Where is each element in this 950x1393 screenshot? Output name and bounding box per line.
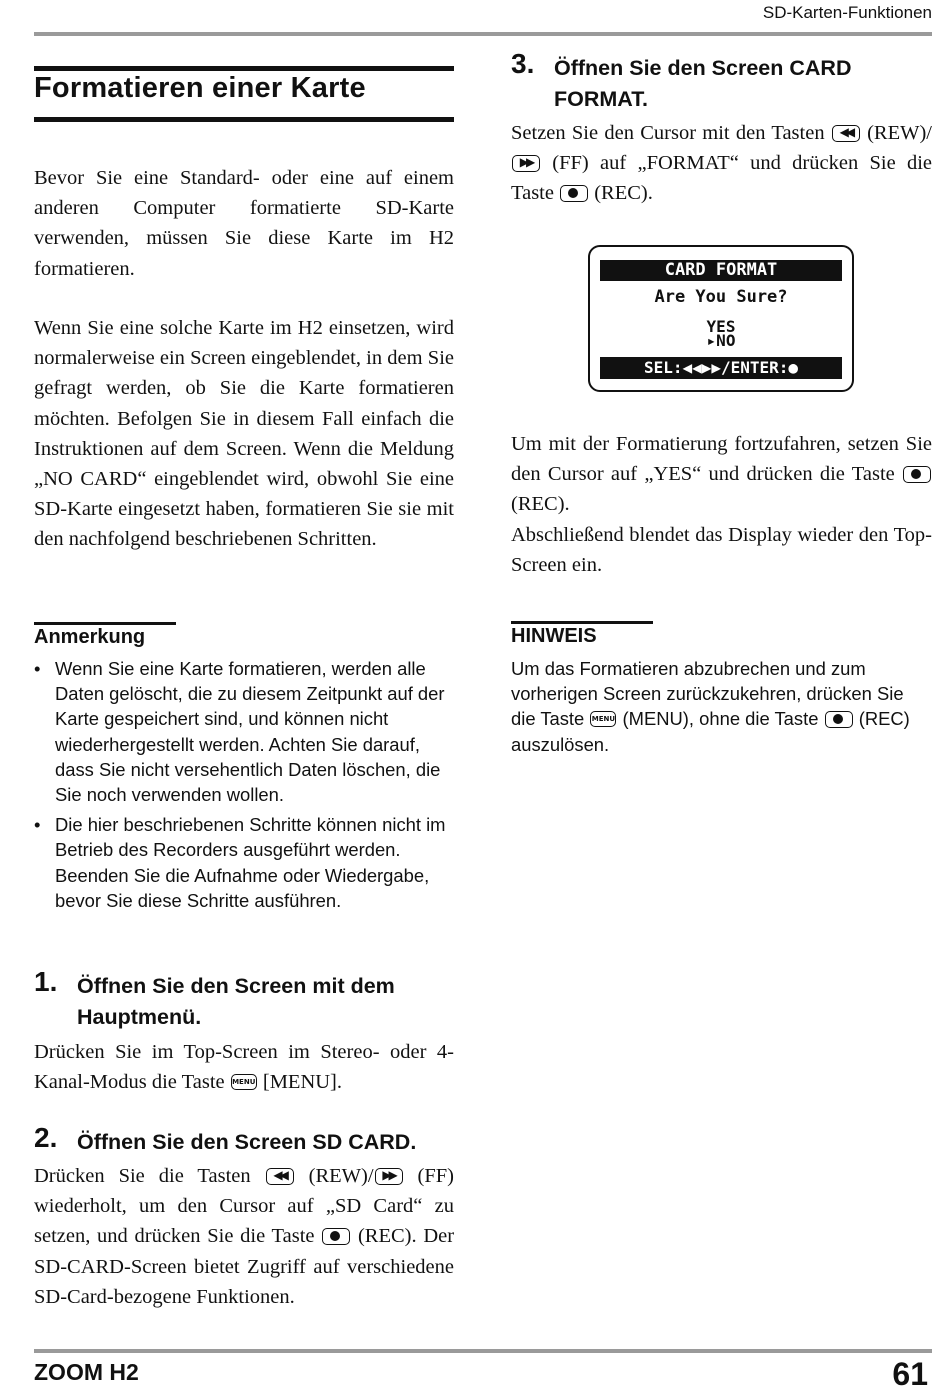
step-3-title: Öffnen Sie den Screen CARD FORMAT. [554,56,852,111]
rec-key-icon [825,711,853,728]
note-rule [34,622,176,625]
menu-glyph: MENU [232,1078,256,1087]
step-1-text-b: [MENU]. [262,1071,343,1094]
hint-rule [511,621,653,624]
step-1-text-a: Drücken Sie im Top-Screen im Stereo- oder 4-Kanal-Modus die Taste [34,1041,454,1094]
ff-glyph: ▶▶ [519,155,533,170]
footer-model: ZOOM H2 [34,1359,139,1385]
intro-paragraph-1: Bevor Sie eine Standard- oder eine auf einem anderen Computer formatierte SD-Karte verwenden, müssen Sie diese Karte im H2 formatieren. [34,167,454,280]
step-2-text-a: Drücken Sie die Tasten [34,1165,251,1187]
hint-heading: HINWEIS [511,625,597,647]
bullet: • [34,658,41,679]
hint-text [511,656,932,757]
step-3-number: 3. [511,48,535,79]
step-3-text-d: (REC). [594,182,653,205]
note-item-text: Die hier beschriebenen Schritte können nicht im Betrieb des Recorders ausgeführt werden. Beenden Sie die Aufnahme oder Wiedergabe, bevor Sie diese Schritte ausführen. [55,814,446,911]
page-number: 61 [892,1356,928,1392]
step-2-title: Öffnen Sie den Screen SD CARD. [77,1130,417,1154]
ff-glyph: ▶▶ [382,1168,395,1182]
step-2-text-e: Der SD-CARD-Screen bietet Zugriff auf verschiedene SD-Card-bezogene Funktionen. [34,1225,455,1308]
lcd-display [588,245,854,392]
step-3-text-b: (REW)/ [867,122,933,144]
rew-key-icon [832,125,860,142]
menu-key-icon [231,1074,257,1090]
lcd-title: CARD FORMAT [600,260,842,281]
note-list [34,656,454,918]
step-1-title: Öffnen Sie den Screen mit dem Hauptmenü. [77,974,395,1029]
step-2-text-b: (REW)/ [308,1165,374,1187]
menu-key-icon [590,711,616,727]
running-header: SD-Karten-Funktionen [762,3,932,22]
intro-paragraph-2: Wenn Sie eine solche Karte im H2 einsetzen, wird normalerweise ein Screen eingeblendet, in dem Sie gefragt werden, ob Sie die Karte formatieren möchten. Befolgen Sie in diesem Fall einfach die Instruktionen auf dem Screen. Wenn die Meldung „NO CARD“ eingeblendet wird, obwohl Sie eine SD-Karte eingesetzt haben, formatieren Sie sie mit den nachfolgend beschriebenen Schritten. [34,317,454,551]
note-item [34,812,454,913]
step-3-text-a: Setzen Sie den Cursor mit den Tasten [511,122,825,144]
lcd-footer: SEL:◀◀▶▶/ENTER:● [600,357,842,379]
section-title: Formatieren einer Karte [34,72,366,104]
step-1-text [34,1037,454,1097]
hint-text-b: (MENU), ohne die Taste [622,708,819,730]
note-item [34,656,454,807]
title-rule-bottom [34,117,454,122]
note-item-text: Wenn Sie eine Karte formatieren, werden alle Daten gelöscht, die zu diesem Zeitpunkt auf der Karte gespeichert sind, und können nicht wiederhergestellt werden. Achten Sie darauf, dass Sie nicht versehentlich Daten löschen, die Sie noch verwenden wollen. [55,658,445,806]
hint-text-c: (REC) auszulösen. [511,708,910,755]
rec-key-icon [560,185,588,202]
step-3-text [511,118,932,209]
rew-key-icon [266,1168,294,1185]
header-rule [34,32,932,36]
ff-key-icon [375,1168,403,1185]
rec-key-icon [322,1228,350,1245]
step-1-number: 1. [34,966,58,997]
after-step-3-paragraph-2: Abschließend blendet das Display wieder den Top-Screen ein. [511,524,932,577]
menu-glyph: MENU [591,715,616,724]
step-3-text-c: (FF) auf „FORMAT“ und drücken Sie die Taste [511,152,933,205]
hint-text-a: Um das Formatieren abzubrechen und zum vorherigen Screen zurückzukehren, drücken Sie die Taste [511,658,904,730]
after-step-3-text-a: Um mit der Formatierung fortzufahren, setzen Sie den Cursor auf „YES“ und drücken die Taste [511,433,932,486]
rew-glyph: ◀◀ [273,1168,286,1182]
lcd-question: Are You Sure? [654,287,788,307]
step-2-number: 2. [34,1122,58,1153]
title-rule-top [34,66,454,71]
rec-key-icon [903,466,931,483]
rew-glyph: ◀◀ [839,125,853,139]
note-heading: Anmerkung [34,626,146,648]
footer-rule [34,1349,932,1353]
ff-key-icon [512,155,540,172]
step-2-text-d: (REC). [357,1225,417,1248]
step-2-text [34,1161,454,1312]
lcd-option-no: ▸NO [706,331,736,350]
after-step-3-text-b: (REC). [511,493,570,516]
step-2-text-c: (FF) wiederholt, um den Cursor auf „SD Card“ zu setzen, und drücken Sie die Taste [34,1165,455,1248]
bullet: • [34,814,41,836]
lcd-option-yes: YES [706,317,736,336]
after-step-3-paragraph-1 [511,429,932,520]
